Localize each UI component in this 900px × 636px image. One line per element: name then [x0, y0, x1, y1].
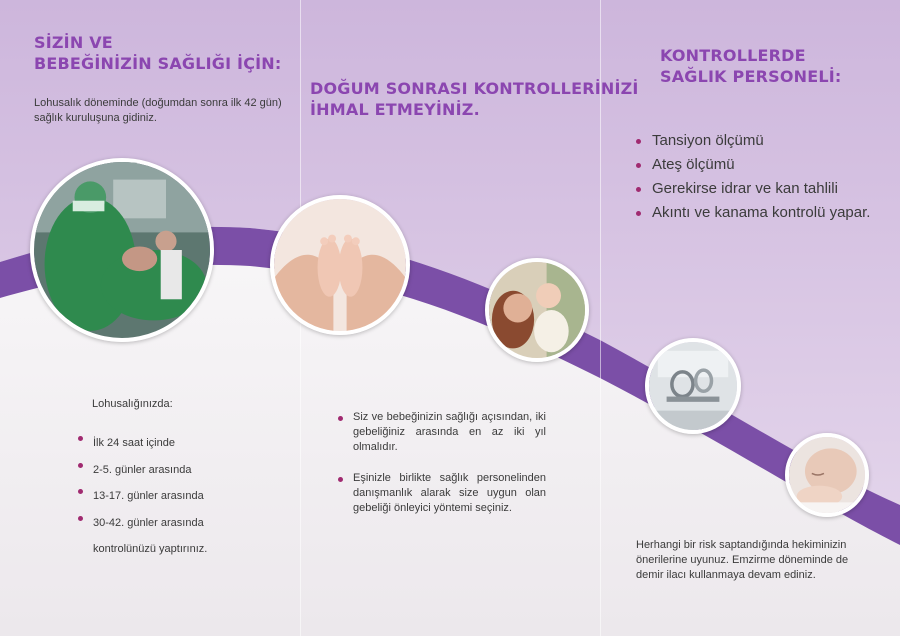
list-item: Siz ve bebeğinizin sağlığı açısından, iki gebeliğiniz arasında en az iki yıl olmalıdır. — [338, 410, 546, 455]
list-item: Eşinizle birlikte sağlık personelinden danışmanlık alarak size uygun olan gebeliği önleyici yöntemi seçiniz. — [338, 471, 546, 516]
list-item: İlk 24 saat içinde — [78, 430, 207, 457]
mother-and-baby-photo — [485, 258, 589, 362]
panel1-intro: Lohusalık döneminde (doğumdan sonra ilk 42 gün) sağlık kuruluşuna gidiniz. — [34, 97, 282, 124]
sleeping-baby-photo — [785, 433, 869, 517]
panel1-list-heading: Lohusalığınızda: — [92, 398, 173, 410]
delivery-room-photo — [30, 158, 214, 342]
panel1-title — [34, 32, 281, 74]
panel3-title-line1: KONTROLLERDE — [660, 46, 806, 65]
panel2-title — [310, 78, 639, 120]
list-item: Akıntı ve kanama kontrolü yapar. — [636, 202, 870, 226]
panel1-title-line2: BEBEĞİNİZİN SAĞLIĞI İÇİN: — [34, 54, 282, 73]
panel2-advice-list — [338, 410, 546, 516]
panel1-title-line1: SİZİN VE — [34, 33, 113, 52]
baby-feet-in-hands-photo — [270, 195, 410, 335]
list-item-continuation: kontrolünüzü yaptırınız. — [93, 543, 208, 555]
panel2-title-line2: İHMAL ETMEYİNİZ. — [310, 100, 480, 119]
panel3-footer-note: Herhangi bir risk saptandığında hekiminizin önerilerine uyunuz. Emzirme döneminde de demir ilacı kullanmaya devam ediniz. — [636, 539, 849, 581]
list-item: Gerekirse idrar ve kan tahlili — [636, 178, 870, 202]
panel2-title-line1: DOĞUM SONRASI KONTROLLERİNİZİ — [310, 79, 639, 98]
panel3-title — [660, 45, 842, 87]
list-item: 30-42. günler arasında — [78, 510, 207, 537]
panel3-title-line2: SAĞLIK PERSONELİ: — [660, 67, 842, 86]
list-item: 13-17. günler arasında — [78, 483, 207, 510]
list-item: Ateş ölçümü — [636, 154, 870, 178]
list-item: 2-5. günler arasında — [78, 457, 207, 484]
panel3-checks-list — [636, 130, 870, 226]
list-item: Tansiyon ölçümü — [636, 130, 870, 154]
medical-instruments-photo — [645, 338, 741, 434]
panel1-checkup-list — [78, 430, 207, 563]
